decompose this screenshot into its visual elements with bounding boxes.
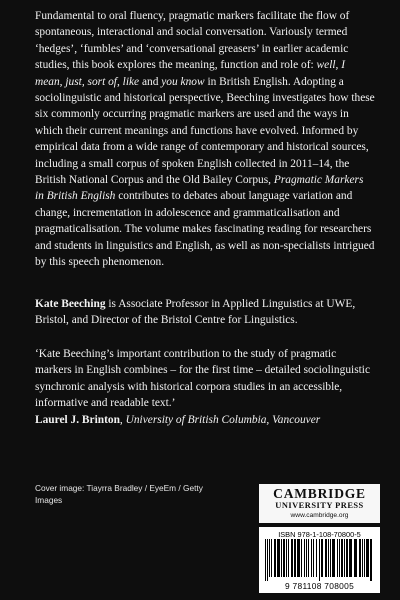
author-name: Kate Beeching xyxy=(35,298,106,310)
publisher-name: CAMBRIDGE xyxy=(273,486,366,501)
book-description xyxy=(35,8,375,271)
quote-attribution xyxy=(35,412,370,428)
barcode-digits: 9 781108 708005 xyxy=(284,581,355,591)
endorsement-quote xyxy=(35,346,370,428)
quote-text: ‘Kate Beeching’s important contribution to the study of pragmatic markers in English combines – for the first time – detailed sociolinguistic synchronic analysis with historical corpora studies in an accessible, informative and readable text.’ xyxy=(35,348,371,410)
description-and: and xyxy=(139,75,162,88)
description-text-2: in British English. Adopting a sociolinguistic and historical perspective, Beeching investigates how these six commonly occurring pragmatic markers are used and the ways in which their current meanings and functions have evolved. Informed by empirical data from a wide range of contemporary and historical sources, including a small corpus of spoken English collected in 2011–14, the British National Corpus and the Old Bailey Corpus, xyxy=(35,75,375,187)
markers-list: well, I mean, just, sort of, like xyxy=(35,59,346,88)
endorser-name: Laurel J. Brinton xyxy=(35,413,120,426)
description-text-1: Fundamental to oral fluency, pragmatic markers facilitate the flow of spontaneous, interactional and social conversation. Variously termed ‘hedges’, ‘fumbles’ and ‘conversational greasers’ in earlier academic studies, this book explores the meaning, function and role of: xyxy=(35,10,350,72)
publisher-block xyxy=(259,484,380,593)
author-bio-text: is Associate Professor in Applied Linguistics at UWE, Bristol, and Director of the Bristol Centre for Linguistics. xyxy=(35,298,356,327)
isbn-barcode-block xyxy=(259,527,380,593)
isbn-label: ISBN 978-1-108-70800-5 xyxy=(278,530,361,539)
publisher-logo xyxy=(259,484,380,523)
book-title-italic: Pragmatic Markers in British English xyxy=(35,174,364,203)
description-text-3: contributes to debates about language variation and change, incrementation in adolescence and grammaticalisation and pragmaticalisation. The volume makes fascinating reading for researchers and students in linguistics and English, as well as non-specialists intrigued by this speech phenomenon. xyxy=(35,190,375,269)
attribution-separator: , xyxy=(119,413,126,426)
barcode-icon xyxy=(263,539,375,581)
publisher-url: www.cambridge.org xyxy=(290,512,349,519)
endorser-affiliation: University of British Columbia, Vancouver xyxy=(125,413,321,426)
author-bio xyxy=(35,296,365,329)
marker-you-know: you know xyxy=(161,75,205,88)
cover-image-credit: Cover image: Tiayrra Bradley / EyeEm / Getty Images xyxy=(35,483,203,505)
publisher-subtitle: UNIVERSITY PRESS xyxy=(275,501,364,510)
description-paragraph xyxy=(35,8,375,271)
